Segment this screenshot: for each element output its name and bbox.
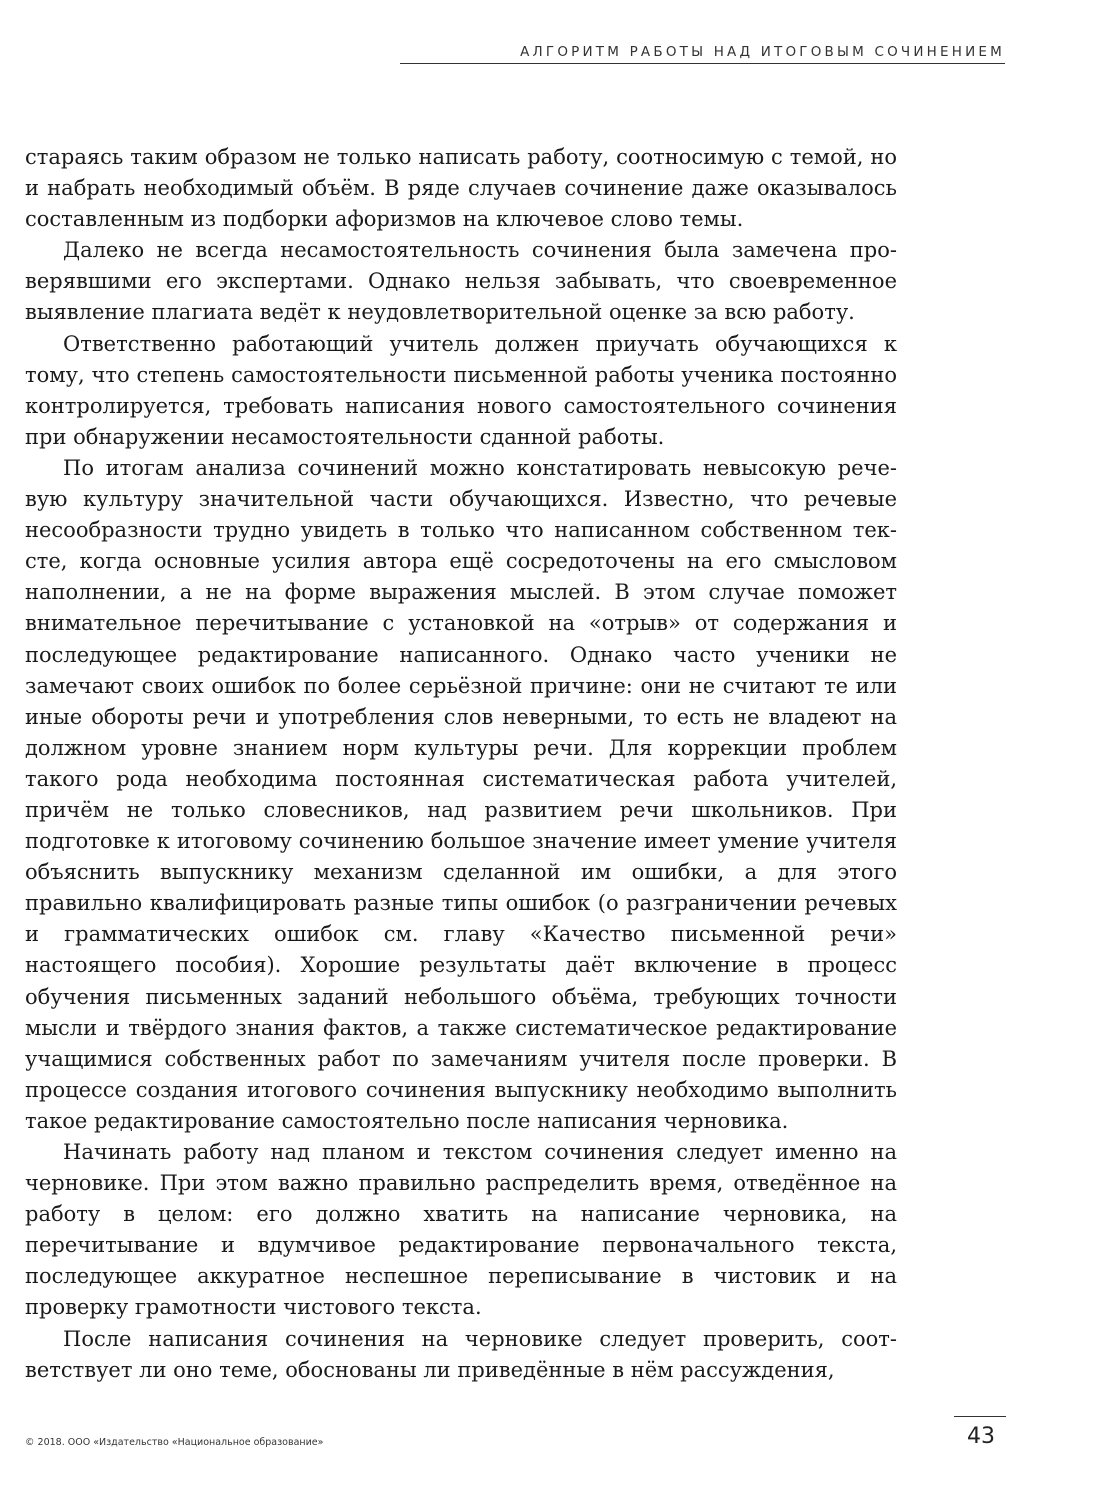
running-title: АЛГОРИТМ РАБОТЫ НАД ИТОГОВЫМ СОЧИНЕНИЕМ bbox=[520, 44, 1005, 60]
paragraph: Далеко не всегда несамостоятельность сочинения была замечена проверявшими его экспертами. Однако нельзя забывать, что своевременное выявление плагиата ведёт к неудовлетворительной оценке за всю работу. bbox=[25, 238, 897, 325]
paragraph: Начинать работу над планом и текстом сочинения следует именно на черновике. При этом важно правильно распределить время, отведённое на работу в целом: его должно хватить на написание черновика, на перечитывание и вдумчивое редактирование первоначального текста, последующее аккуратное неспешное переписывание в чистовик и на проверку грамотности чистового текста. bbox=[25, 1140, 897, 1320]
paragraph: Ответственно работающий учитель должен приучать обучающихся к тому, что степень самостоятельности письменной работы ученика постоянно контролируется, требовать написания нового самостоятельного сочинения при обнаружении несамостоятельности сданной работы. bbox=[25, 331, 897, 449]
page-number-rule bbox=[954, 1416, 1006, 1417]
page-number: 43 bbox=[967, 1424, 995, 1449]
running-header bbox=[400, 44, 1005, 64]
paragraph: По итогам анализа сочинений можно констатировать невысокую речевую культуру значительной части обучающихся. Известно, что речевые несообразности трудно увидеть в только что написанном собственном тексте, когда основные усилия автора ещё сосредоточены на его смысловом наполнении, а не на форме выражения мыслей. В этом случае поможет внимательное перечитывание с установкой на «отрыв» от содержания и последующее редактирование написанного. Однако часто ученики не замечают своих ошибок по более серьёзной причине: они не считают те или иные обороты речи и употребления слов неверными, то есть не владеют на должном уровне знанием норм культуры речи. Для коррекции проблем такого рода необходима постоянная систематическая работа учителей, причём не только словесников, над развитием речи школьников. При подготовке к итоговому сочинению большое значение имеет умение учителя объяснить выпускнику механизм сделанной им ошибки, а для этого правильно квалифицировать разные типы ошибок (о разграничении речевых и грамматических ошибок см. главу «Качество письменной речи» настоящего пособия). Хорошие результаты даёт включение в процесс обучения письменных заданий небольшого объёма, требующих точности мысли и твёрдого знания фактов, а также систематическое редактирование учащимися собственных работ по замечаниям учителя после проверки. В процессе создания итогового сочинения выпускнику необходимо выполнить такое редактирование самостоятельно после написания черновика. bbox=[25, 455, 897, 1133]
body-text bbox=[25, 142, 897, 1386]
paragraph-continued: стараясь таким образом не только написать работу, соотносимую с темой, но и набрать необходимый объём. В ряде случаев сочинение даже оказывалось составленным из подборки афоризмов на ключевое слово темы. bbox=[25, 145, 897, 232]
paragraph: После написания сочинения на черновике следует проверить, соответствует ли оно теме, обоснованы ли приведённые в нём рассуждения, bbox=[25, 1326, 897, 1382]
copyright-notice: © 2018. ООО «Издательство «Национальное образование» bbox=[25, 1437, 324, 1448]
